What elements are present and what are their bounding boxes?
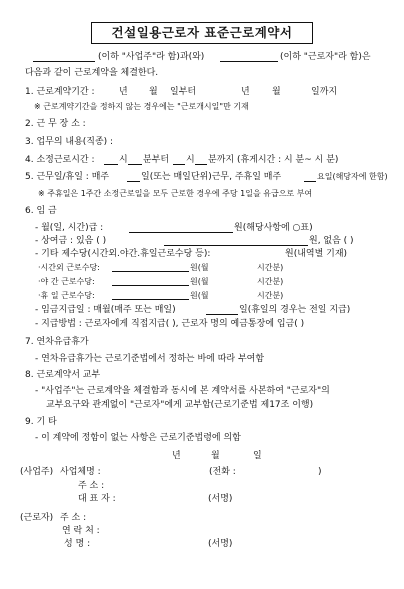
intro-employer-clause: (이하 "사업주"라 함)과(와) xyxy=(98,52,205,62)
payday-blank xyxy=(206,314,238,315)
s4-until-and-break: 분까지 (휴게시간 : 시 분~ 시 분) xyxy=(208,155,339,165)
s1-month-start: 월 xyxy=(149,87,158,97)
s1-month-end: 월 xyxy=(272,87,281,97)
s4-from: 분부터 xyxy=(143,155,170,165)
date-day: 일 xyxy=(253,451,262,461)
night-won: 원(월 xyxy=(190,277,209,286)
bonus-label: - 상여금 : 있음 ( ) xyxy=(35,236,107,246)
worker-contact-label: 연 락 처 : xyxy=(62,526,100,536)
employer-phone-close: ) xyxy=(318,467,322,477)
s1-day-end: 일까지 xyxy=(311,87,338,97)
s4-start-hour-blank xyxy=(104,164,118,165)
worker-role: (근로자) xyxy=(20,513,54,523)
overtime-hours: 시간분) xyxy=(257,263,284,272)
section-4-heading: 4. 소정근로시간 : xyxy=(25,155,95,165)
s5-days-blank xyxy=(127,181,140,182)
employer-name-blank xyxy=(33,61,95,62)
s1-day-start: 일부터 xyxy=(170,87,197,97)
night-hours: 시간분) xyxy=(257,277,284,286)
section-8-body-2: 교부요구와 관계없이 "근로자"에게 교부함(근로기준법 제17조 이행) xyxy=(46,400,314,410)
holiday-won: 원(월 xyxy=(190,291,209,300)
payday-label: - 임금지급일 : 매월(매주 또는 매일) xyxy=(35,305,176,315)
document-title: 건설일용근로자 표준근로계약서 xyxy=(91,22,313,44)
employer-name-label: 사업체명 : xyxy=(60,467,101,477)
section-1-note: ※ 근로계약기간을 정하지 않는 경우에는 "근로개시일"만 기재 xyxy=(34,102,249,111)
employer-rep-label: 대 표 자 : xyxy=(78,494,116,504)
s1-year-end: 년 xyxy=(241,87,250,97)
other-allowance-unit: 원(내역별 기재) xyxy=(285,249,348,259)
worker-address-label: 주 소 : xyxy=(60,513,87,523)
intro-line2: 다음과 같이 근로계약을 체결한다. xyxy=(25,68,159,78)
s4-hour-unit: 시 xyxy=(119,155,128,165)
holiday-blank xyxy=(112,299,189,300)
section-1-heading: 1. 근로계약기간 : xyxy=(25,87,95,97)
s4-start-minute-blank xyxy=(128,164,142,165)
bonus-blank xyxy=(164,245,308,246)
date-year: 년 xyxy=(172,451,181,461)
employer-phone-label: (전화 : xyxy=(209,467,236,477)
employer-address-label: 주 소 : xyxy=(78,481,105,491)
s1-year-start: 년 xyxy=(119,87,128,97)
s4-end-hour-blank xyxy=(173,164,185,165)
overtime-won: 원(월 xyxy=(190,263,209,272)
other-allowance-label: - 기타 제수당(시간외.야간.휴일근로수당 등): xyxy=(35,249,211,259)
section-9-body: - 이 계약에 정함이 없는 사항은 근로기준법령에 의함 xyxy=(35,433,241,443)
section-8-heading: 8. 근로계약서 교부 xyxy=(25,370,101,380)
s5-holiday-clause: 요일(해당자에 한함) xyxy=(317,172,388,181)
section-7-heading: 7. 연차유급휴가 xyxy=(25,337,89,347)
section-3-heading: 3. 업무의 내용(직종) : xyxy=(25,137,114,147)
payment-method: - 지급방법 : 근로자에게 직접지급( ), 근로자 명의 예금통장에 입금( ) xyxy=(35,319,305,329)
worker-name-blank xyxy=(220,61,278,62)
s5-holiday-blank xyxy=(304,181,316,182)
payday-note: 일(휴일의 경우는 전일 지급) xyxy=(239,305,351,315)
section-6-heading: 6. 임 금 xyxy=(25,206,57,216)
s4-hour-unit-2: 시 xyxy=(186,155,195,165)
holiday-hours: 시간분) xyxy=(257,291,284,300)
section-8-body-1: - "사업주"는 근로계약을 체결함과 동시에 본 계약서를 사본하여 "근로자"의 xyxy=(35,386,330,396)
night-label: ·야 간 근로수당: xyxy=(38,277,95,286)
employer-role: (사업주) xyxy=(20,467,54,477)
holiday-label: ·휴 일 근로수당: xyxy=(38,291,95,300)
bonus-unit: 원, 없음 ( ) xyxy=(309,236,354,246)
section-9-heading: 9. 기 타 xyxy=(25,417,57,427)
section-7-body: - 연차유급휴가는 근로기준법에서 정하는 바에 따라 부여함 xyxy=(35,354,265,364)
wage-blank xyxy=(129,232,233,233)
overtime-blank xyxy=(112,271,189,272)
s4-end-minute-blank xyxy=(195,164,207,165)
section-5-note: ※ 주휴일은 1주간 소정근로일을 모두 근로한 경우에 주당 1일을 유급으로 부여 xyxy=(38,189,313,198)
s5-days-clause: 일(또는 매일단위)근무, 주휴일 매주 xyxy=(141,172,282,182)
section-2-heading: 2. 근 무 장 소 : xyxy=(25,119,86,129)
section-5-heading: 5. 근무일/휴일 : 매주 xyxy=(25,172,110,182)
worker-name-label: 성 명 : xyxy=(64,539,91,549)
worker-signature: (서명) xyxy=(208,539,233,549)
date-month: 월 xyxy=(211,451,220,461)
employer-signature: (서명) xyxy=(208,494,233,504)
wage-unit: 원(해당사항에 ○표) xyxy=(234,223,313,233)
wage-label: - 월(일, 시간)급 : xyxy=(35,223,104,233)
overtime-label: ·시간외 근로수당: xyxy=(38,263,100,272)
night-blank xyxy=(112,285,189,286)
intro-worker-clause: (이하 "근로자"라 함)은 xyxy=(280,52,371,62)
